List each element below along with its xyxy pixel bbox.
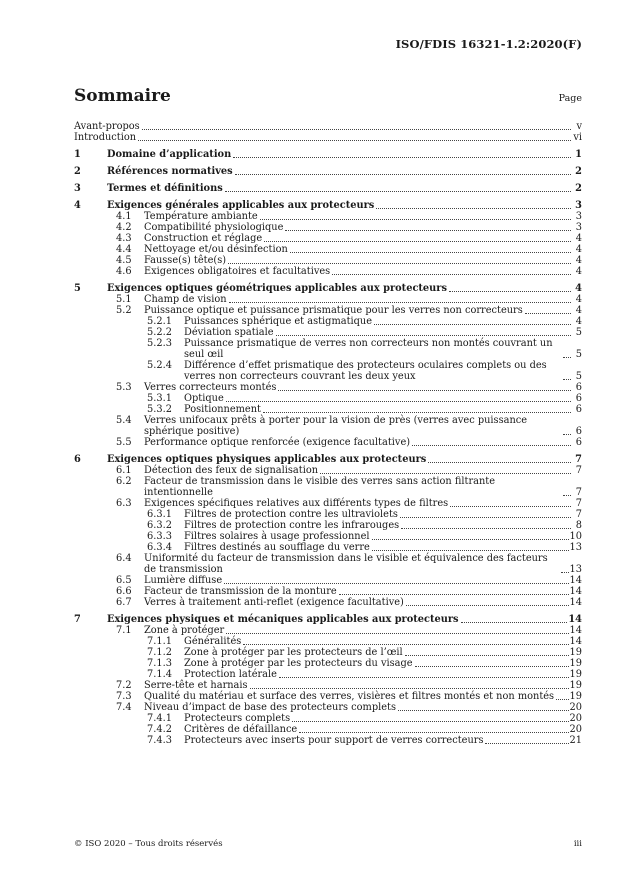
toc-entry-number: 3	[74, 183, 81, 194]
toc-entry-number: 5.5	[116, 437, 132, 448]
toc-entry[interactable]	[74, 200, 582, 211]
toc-entry[interactable]	[74, 553, 582, 575]
dot-leader	[285, 230, 571, 231]
dot-leader	[412, 445, 571, 446]
toc-entry-page: 7	[575, 487, 582, 498]
toc-entry-page: 2	[575, 166, 582, 177]
toc-entry-page: 14	[569, 586, 582, 597]
toc-entry-page: 4	[575, 233, 582, 244]
toc-entry-number: 1	[74, 149, 81, 160]
dot-leader	[260, 219, 571, 220]
dot-leader	[401, 528, 571, 529]
dot-leader	[405, 655, 569, 656]
toc-entry-page: 13	[569, 564, 582, 575]
dot-leader	[235, 174, 571, 175]
toc-entry-number: 5.2.4	[147, 360, 172, 371]
toc-entry-page: 14	[568, 614, 582, 625]
toc-entry-title: Lumière diffuse	[144, 575, 223, 586]
toc-entry-page: 3	[575, 200, 582, 211]
footer-copyright: © ISO 2020 – Tous droits réservés	[74, 839, 223, 849]
toc-entry[interactable]	[74, 691, 582, 702]
toc-entry[interactable]	[74, 415, 582, 437]
toc-entry-number: 6.4	[116, 553, 132, 564]
toc-entry-title: Verres unifocaux prêts à porter pour la vision de près (verres avec puissance sphérique positive)	[144, 415, 528, 437]
toc-entry[interactable]	[74, 149, 582, 160]
toc-entry-number: 7.1.1	[147, 636, 172, 647]
toc-entry-number: 7.3	[116, 691, 132, 702]
toc-entry-title: Performance optique renforcée (exigence facultative)	[144, 437, 411, 448]
toc-entry[interactable]	[74, 509, 582, 520]
toc-entry-number: 4.3	[116, 233, 132, 244]
toc-entry[interactable]	[74, 669, 582, 680]
toc-entry-title: Niveau d’impact de base des protecteurs complets	[144, 702, 396, 713]
toc-entry-title: Puissances sphérique et astigmatique	[184, 316, 373, 327]
toc-entry[interactable]	[74, 183, 582, 194]
toc-entry-number: 7.4.1	[147, 713, 172, 724]
toc-entry-title: Qualité du matériau et surface des verres, visières et filtres montés et non montés	[144, 691, 555, 702]
toc-entry-title: Uniformité du facteur de transmission dans le visible et équivalence des facteurs de transmission	[144, 553, 548, 575]
toc-entry[interactable]	[74, 437, 582, 448]
page-title: Sommaire	[74, 86, 171, 106]
toc-entry-title: Exigences physiques et mécaniques applicables aux protecteurs	[107, 614, 459, 625]
toc-entry[interactable]	[74, 520, 582, 531]
toc-entry-title: Construction et réglage	[144, 233, 263, 244]
dot-leader	[332, 274, 571, 275]
toc-entry-title: Critères de défaillance	[184, 724, 298, 735]
toc-entry-number: 6	[74, 454, 81, 465]
toc-entry-page: 6	[575, 382, 582, 393]
toc-entry[interactable]	[74, 255, 582, 266]
dot-leader	[428, 462, 571, 463]
dot-leader	[449, 291, 571, 292]
toc-entry-title: Verres à traitement anti-reflet (exigence facultative)	[144, 597, 404, 608]
dot-leader	[339, 594, 569, 595]
toc-entry-title: Protection latérale	[184, 669, 277, 680]
toc-entry-page: 14	[569, 625, 582, 636]
dot-leader	[525, 313, 571, 314]
toc-entry-page: 6	[575, 404, 582, 415]
toc-entry-number: 6.5	[116, 575, 132, 586]
toc-entry[interactable]	[74, 404, 582, 415]
toc-entry-title: Filtres de protection contre les ultraviolets	[184, 509, 398, 520]
toc-entry-page: 14	[569, 575, 582, 586]
page-column-label: Page	[558, 93, 582, 104]
toc-entry-title: Filtres solaires à usage professionnel	[184, 531, 370, 542]
toc-entry-page: 19	[569, 691, 582, 702]
toc-entry-title: Avant-propos	[74, 121, 140, 132]
dot-leader	[250, 688, 569, 689]
toc-entry-page: 5	[575, 327, 582, 338]
toc-entry-title: Zone à protéger par les protecteurs de l’œil	[184, 647, 403, 658]
toc-entry-number: 5.4	[116, 415, 132, 426]
dot-leader	[561, 572, 569, 573]
dot-leader	[461, 622, 568, 623]
toc-entry-title: Exigences générales applicables aux protecteurs	[107, 200, 375, 211]
dot-leader	[278, 390, 571, 391]
toc-entry-page: 7	[575, 454, 582, 465]
toc-entry-page: 19	[569, 669, 582, 680]
toc-entry-number: 5.2	[116, 305, 132, 316]
toc-entry[interactable]	[74, 647, 582, 658]
toc-entry-page: 19	[569, 680, 582, 691]
toc-entry[interactable]	[74, 542, 582, 553]
toc-entry-title: Détection des feux de signalisation	[144, 465, 319, 476]
toc-entry-title: Différence d’effet prismatique des protecteurs oculaires complets ou des verres non correcteurs couvrant les deux yeux	[184, 360, 547, 382]
toc-entry-page: 3	[575, 222, 582, 233]
toc-entry-title: Zone à protéger	[144, 625, 225, 636]
dot-leader	[233, 157, 571, 158]
toc-entry-number: 7.4.3	[147, 735, 172, 746]
toc-entry-page: 10	[569, 531, 582, 542]
toc-entry[interactable]	[74, 713, 582, 724]
footer-page-number: iii	[573, 839, 582, 849]
dot-leader	[398, 710, 569, 711]
toc-entry-number: 5	[74, 283, 81, 294]
toc-entry[interactable]	[74, 338, 582, 360]
dot-leader	[372, 550, 569, 551]
toc-entry[interactable]	[74, 575, 582, 586]
toc-entry[interactable]	[74, 132, 582, 143]
toc-entry-page: 5	[575, 371, 582, 382]
toc-entry-page: 4	[575, 244, 582, 255]
toc-entry-title: Exigences optiques géométriques applicables aux protecteurs	[107, 283, 447, 294]
dot-leader	[406, 605, 569, 606]
toc-entry[interactable]	[74, 222, 582, 233]
toc-entry-number: 4.6	[116, 266, 132, 277]
toc-entry[interactable]	[74, 360, 582, 382]
toc-entry[interactable]	[74, 597, 582, 608]
toc-entry-number: 6.6	[116, 586, 132, 597]
dot-leader	[228, 263, 571, 264]
table-of-contents	[74, 121, 582, 746]
toc-entry[interactable]	[74, 454, 582, 465]
toc-entry-page: 19	[569, 658, 582, 669]
toc-entry[interactable]	[74, 316, 582, 327]
toc-entry-page: v	[576, 121, 582, 132]
toc-entry-page: 4	[575, 255, 582, 266]
toc-entry-title: Nettoyage et/ou désinfection	[144, 244, 288, 255]
dot-leader	[226, 633, 568, 634]
dot-leader	[556, 699, 568, 700]
toc-entry-number: 7.1.2	[147, 647, 172, 658]
dot-leader	[229, 302, 571, 303]
toc-entry-number: 6.3.4	[147, 542, 172, 553]
toc-entry-page: 4	[575, 266, 582, 277]
dot-leader	[563, 434, 571, 435]
dot-leader	[263, 412, 571, 413]
toc-entry-number: 6.2	[116, 476, 132, 487]
toc-entry-title: Facteur de transmission dans le visible des verres sans action filtrante intentionnelle	[144, 476, 496, 498]
toc-entry[interactable]	[74, 680, 582, 691]
toc-entry-number: 5.2.3	[147, 338, 172, 349]
toc-entry-title: Température ambiante	[144, 211, 258, 222]
toc-entry-page: 7	[575, 465, 582, 476]
toc-entry-title: Termes et définitions	[107, 183, 223, 194]
toc-entry-page: 6	[575, 437, 582, 448]
toc-entry[interactable]	[74, 382, 582, 393]
toc-entry[interactable]	[74, 121, 582, 132]
toc-entry-title: Protecteurs avec inserts pour support de verres correcteurs	[184, 735, 484, 746]
dot-leader	[415, 666, 569, 667]
toc-entry-title: Compatibilité physiologique	[144, 222, 284, 233]
toc-entry-title: Facteur de transmission de la monture	[144, 586, 337, 597]
document-code: ISO/FDIS 16321-1.2:2020(F)	[395, 37, 582, 51]
toc-entry-page: 20	[569, 702, 582, 713]
toc-entry-title: Optique	[184, 393, 224, 404]
dot-leader	[563, 379, 571, 380]
toc-entry[interactable]	[74, 498, 582, 509]
toc-entry-number: 7.1.3	[147, 658, 172, 669]
toc-entry-page: 7	[575, 509, 582, 520]
toc-entry-page: 14	[569, 597, 582, 608]
toc-entry-title: Exigences obligatoires et facultatives	[144, 266, 331, 277]
toc-entry-title: Protecteurs complets	[184, 713, 291, 724]
toc-entry[interactable]	[74, 702, 582, 713]
dot-leader	[400, 517, 571, 518]
toc-entry[interactable]	[74, 735, 582, 746]
toc-entry-title: Filtres de protection contre les infrarouges	[184, 520, 400, 531]
toc-entry-number: 5.3	[116, 382, 132, 393]
toc-entry-title: Introduction	[74, 132, 137, 143]
toc-entry[interactable]	[74, 211, 582, 222]
toc-entry-page: vi	[573, 132, 582, 143]
dot-leader	[292, 721, 568, 722]
dot-leader	[485, 743, 568, 744]
toc-entry-page: 7	[575, 498, 582, 509]
toc-entry-page: 5	[575, 349, 582, 360]
toc-entry-title: Exigences spécifiques relatives aux différents types de filtres	[144, 498, 449, 509]
toc-entry-number: 5.1	[116, 294, 132, 305]
dot-leader	[563, 495, 571, 496]
dot-leader	[264, 241, 571, 242]
toc-entry-page: 19	[569, 647, 582, 658]
toc-entry-page: 8	[575, 520, 582, 531]
toc-entry-number: 5.2.1	[147, 316, 172, 327]
dot-leader	[320, 473, 571, 474]
toc-entry-page: 1	[575, 149, 582, 160]
toc-entry-title: Puissance prismatique de verres non correcteurs non montés couvrant un seul œil	[184, 338, 553, 360]
toc-entry[interactable]	[74, 233, 582, 244]
dot-leader	[276, 335, 571, 336]
toc-entry-title: Domaine d’application	[107, 149, 232, 160]
toc-entry-number: 7.2	[116, 680, 132, 691]
toc-entry[interactable]	[74, 294, 582, 305]
toc-entry-page: 20	[569, 724, 582, 735]
toc-entry[interactable]	[74, 614, 582, 625]
toc-entry-title: Généralités	[184, 636, 242, 647]
toc-entry[interactable]	[74, 166, 582, 177]
toc-entry-number: 6.3.2	[147, 520, 172, 531]
toc-entry[interactable]	[74, 244, 582, 255]
toc-entry-number: 6.3.3	[147, 531, 172, 542]
toc-entry-number: 5.2.2	[147, 327, 172, 338]
toc-entry-page: 6	[575, 426, 582, 437]
toc-entry-number: 6.3.1	[147, 509, 172, 520]
toc-entry-title: Puissance optique et puissance prismatique pour les verres non correcteurs	[144, 305, 523, 316]
toc-entry-title: Références normatives	[107, 166, 233, 177]
toc-entry-page: 4	[575, 316, 582, 327]
toc-entry-page: 4	[575, 294, 582, 305]
toc-entry-page: 3	[575, 211, 582, 222]
toc-entry-number: 6.3	[116, 498, 132, 509]
toc-entry-number: 2	[74, 166, 81, 177]
toc-entry[interactable]	[74, 283, 582, 294]
toc-entry-number: 5.3.2	[147, 404, 172, 415]
toc-entry-title: Exigences optiques physiques applicables aux protecteurs	[107, 454, 427, 465]
toc-entry-number: 4.1	[116, 211, 132, 222]
toc-entry-title: Fausse(s) tête(s)	[144, 255, 227, 266]
toc-entry[interactable]	[74, 465, 582, 476]
toc-entry-number: 7.1	[116, 625, 132, 636]
toc-entry-page: 6	[575, 393, 582, 404]
dot-leader	[279, 677, 569, 678]
toc-entry-number: 4	[74, 200, 81, 211]
toc-entry[interactable]	[74, 476, 582, 498]
toc-entry-title: Verres correcteurs montés	[144, 382, 277, 393]
toc-entry[interactable]	[74, 724, 582, 735]
toc-entry-number: 7	[74, 614, 81, 625]
toc-entry-page: 13	[569, 542, 582, 553]
toc-entry-title: Filtres destinés au soufflage du verre	[184, 542, 370, 553]
dot-leader	[225, 191, 571, 192]
toc-entry-number: 4.5	[116, 255, 132, 266]
dot-leader	[372, 539, 569, 540]
dot-leader	[224, 583, 568, 584]
toc-entry[interactable]	[74, 658, 582, 669]
toc-entry-number: 6.1	[116, 465, 132, 476]
toc-entry[interactable]	[74, 636, 582, 647]
toc-entry-title: Serre-tête et harnais	[144, 680, 248, 691]
dot-leader	[243, 644, 568, 645]
dot-leader	[138, 140, 571, 141]
toc-entry-page: 4	[575, 305, 582, 316]
toc-entry-title: Positionnement	[184, 404, 261, 415]
toc-entry[interactable]	[74, 266, 582, 277]
toc-entry-number: 4.2	[116, 222, 132, 233]
toc-entry-page: 20	[569, 713, 582, 724]
toc-entry-number: 7.4.2	[147, 724, 172, 735]
toc-entry[interactable]	[74, 586, 582, 597]
toc-entry-page: 14	[569, 636, 582, 647]
toc-entry-title: Zone à protéger par les protecteurs du visage	[184, 658, 413, 669]
toc-entry-number: 7.1.4	[147, 669, 172, 680]
dot-leader	[299, 732, 568, 733]
toc-entry[interactable]	[74, 531, 582, 542]
toc-entry-page: 2	[575, 183, 582, 194]
dot-leader	[290, 252, 571, 253]
toc-entry-title: Champ de vision	[144, 294, 227, 305]
dot-leader	[226, 401, 571, 402]
toc-entry-page: 4	[575, 283, 582, 294]
dot-leader	[376, 208, 571, 209]
toc-entry[interactable]	[74, 625, 582, 636]
dot-leader	[142, 129, 571, 130]
toc-entry-title: Déviation spatiale	[184, 327, 274, 338]
dot-leader	[374, 324, 571, 325]
toc-entry-number: 7.4	[116, 702, 132, 713]
dot-leader	[450, 506, 571, 507]
toc-entry[interactable]	[74, 393, 582, 404]
toc-entry[interactable]	[74, 305, 582, 316]
toc-entry-number: 4.4	[116, 244, 132, 255]
toc-entry[interactable]	[74, 327, 582, 338]
dot-leader	[563, 357, 571, 358]
toc-entry-number: 6.7	[116, 597, 132, 608]
toc-entry-number: 5.3.1	[147, 393, 172, 404]
toc-entry-page: 21	[569, 735, 582, 746]
